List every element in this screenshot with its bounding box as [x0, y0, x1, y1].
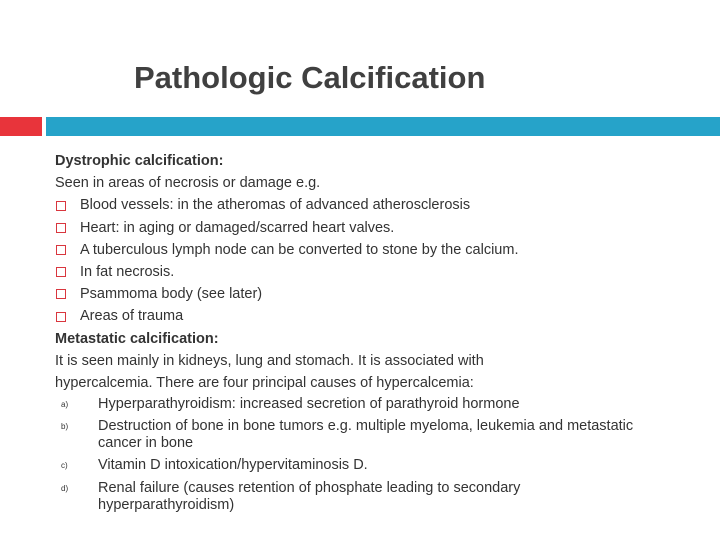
metastatic-intro-line2: hypercalcemia. There are four principal causes of hypercalcemia: — [55, 375, 474, 392]
cause-item — [55, 394, 695, 416]
cause-marker: a) — [61, 400, 69, 410]
square-bullet-icon — [56, 267, 66, 277]
cause-marker: b) — [61, 422, 69, 432]
list-item-text: In fat necrosis. — [80, 264, 175, 281]
cause-marker: d) — [61, 483, 69, 493]
accent-bar-blue — [46, 117, 720, 136]
cause-text: Vitamin D intoxication/hypervitaminosis D. — [98, 457, 368, 474]
list-item — [55, 217, 695, 239]
square-bullet-icon — [56, 289, 66, 299]
metastatic-intro-line1: It is seen mainly in kidneys, lung and stomach. It is associated with — [55, 352, 484, 369]
list-item — [55, 239, 695, 261]
slide-title: Pathologic Calcification — [134, 60, 486, 95]
slide-content — [55, 150, 695, 517]
square-bullet-icon — [56, 312, 66, 322]
square-bullet-icon — [56, 245, 66, 255]
cause-item — [55, 455, 695, 477]
list-item-text: A tuberculous lymph node can be converted to stone by the calcium. — [80, 241, 519, 258]
cause-item — [55, 478, 695, 517]
list-item-text: Heart: in aging or damaged/scarred heart valves. — [80, 219, 395, 236]
square-bullet-icon — [56, 201, 66, 211]
square-bullet-icon — [56, 223, 66, 233]
list-item — [55, 194, 695, 216]
cause-text: Destruction of bone in bone tumors e.g. multiple myeloma, leukemia and metastatic cancer in bone — [98, 418, 634, 452]
dystrophic-intro: Seen in areas of necrosis or damage e.g. — [55, 175, 321, 192]
metastatic-heading: Metastatic calcification: — [55, 330, 219, 347]
list-item — [55, 261, 695, 283]
list-item — [55, 283, 695, 305]
list-item-text: Areas of trauma — [80, 308, 184, 325]
dystrophic-heading: Dystrophic calcification: — [55, 153, 224, 169]
accent-bar-red — [0, 117, 42, 136]
list-item-text: Blood vessels: in the atheromas of advanced atherosclerosis — [80, 197, 471, 214]
cause-item — [55, 416, 695, 455]
list-item — [55, 305, 695, 327]
cause-text: Hyperparathyroidism: increased secretion of parathyroid hormone — [98, 396, 520, 413]
list-item-text: Psammoma body (see later) — [80, 286, 263, 303]
cause-text: Renal failure (causes retention of phosphate leading to secondary hyperparathyroidism) — [98, 479, 521, 513]
cause-marker: c) — [61, 461, 68, 471]
